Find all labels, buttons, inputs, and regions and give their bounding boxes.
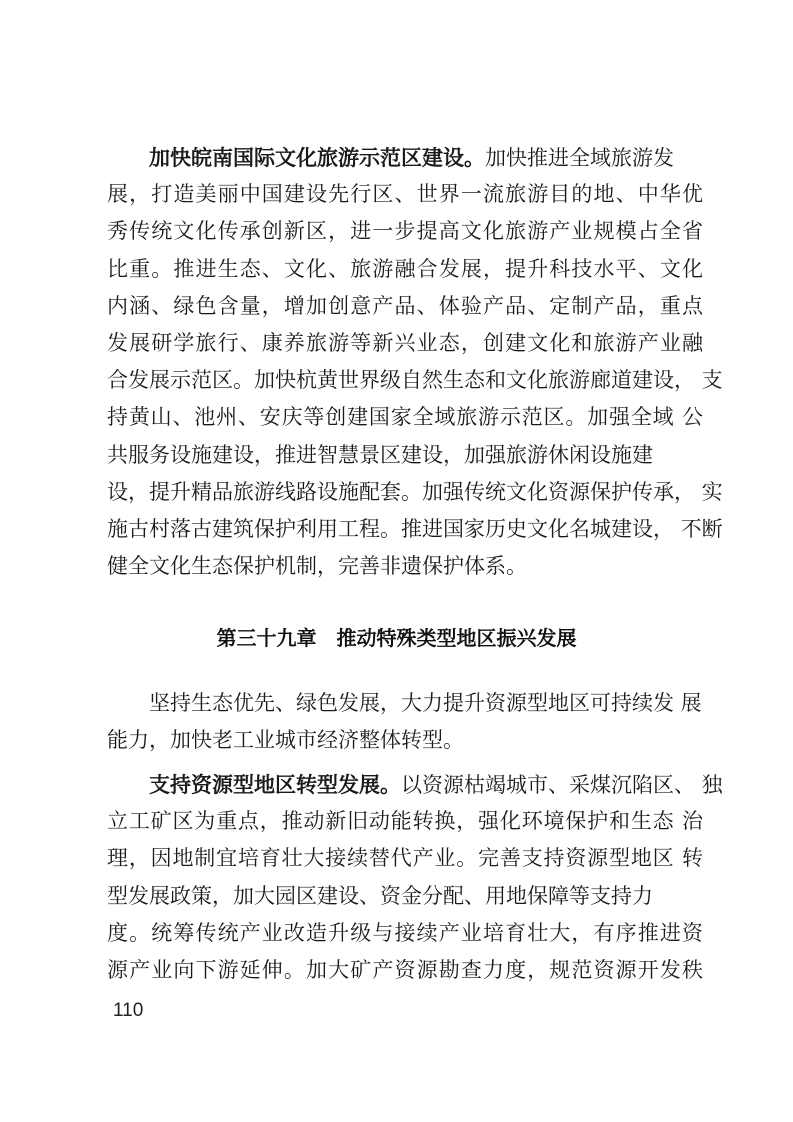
paragraph-line [107,766,723,803]
paragraph-line: 施古村落古建筑保护利用工程。推进国家历史文化名城建设， 不断 [107,516,723,541]
paragraph-cultural-tourism [107,139,723,585]
paragraph-line [107,139,703,176]
paragraph-line: 坚持生态优先、绿色发展，大力提升资源型地区可持续发 展 [149,691,702,715]
paragraph-lead-title: 支持资源型地区转型发展。 [149,772,401,797]
paragraph-lead-title: 加快皖南国际文化旅游示范区建设。 [149,145,485,170]
paragraph-line: 设，提升精品旅游线路设施配套。加强传统文化资源保护传承， 实 [107,479,723,504]
paragraph-line: 型发展政策，加大园区建设、资金分配、用地保障等支持力 [107,883,653,908]
paragraph-line: 立工矿区为重点，推动新旧动能转换，强化环境保护和生态 治 [107,809,703,834]
page-number: 110 [113,1000,144,1021]
paragraph-line: 健全文化生态保护机制，完善非遗保护体系。 [107,554,527,579]
chapter-heading: 第三十九章 推动特殊类型地区振兴发展 [216,626,577,650]
paragraph-line: 展，打造美丽中国建设先行区、世界一流旅游目的地、中华优 [107,182,703,207]
paragraph-line: 比重。推进生态、文化、旅游融合发展，提升科技水平、文化 [107,256,703,281]
paragraph-intro [107,685,703,759]
paragraph-line: 持黄山、池州、安庆等创建国家全域旅游示范区。加强全域 公 [107,405,703,430]
paragraph-line: 共服务设施建设，推进智慧景区建设，加强旅游休闲设施建 [107,442,653,467]
paragraph-line: 合发展示范区。加快杭黄世界级自然生态和文化旅游廊道建设， 支 [107,368,723,393]
paragraph-line: 度。统筹传统产业改造升级与接续产业培育壮大，有序推进资 [107,920,703,945]
paragraph-line: 源产业向下游延伸。加大矿产资源勘查力度，规范资源开发秩 [107,957,703,982]
paragraph-line-text: 加快推进全域旅游发 [485,146,674,170]
paragraph-line: 秀传统文化传承创新区，进一步提高文化旅游产业规模占全省 [107,219,703,244]
paragraph-line: 能力，加快老工业城市经济整体转型。 [107,728,464,753]
paragraph-line: 发展研学旅行、康养旅游等新兴业态，创建文化和旅游产业融 [107,330,703,355]
paragraph-resource-transition [107,766,723,989]
paragraph-line: 理，因地制宜培育壮大接续替代产业。完善支持资源型地区 转 [107,846,703,871]
paragraph-line: 内涵、绿色含量，增加创意产品、体验产品、定制产品，重点 [107,293,703,318]
paragraph-line-text: 以资源枯竭城市、采煤沉陷区、 独 [401,773,723,797]
